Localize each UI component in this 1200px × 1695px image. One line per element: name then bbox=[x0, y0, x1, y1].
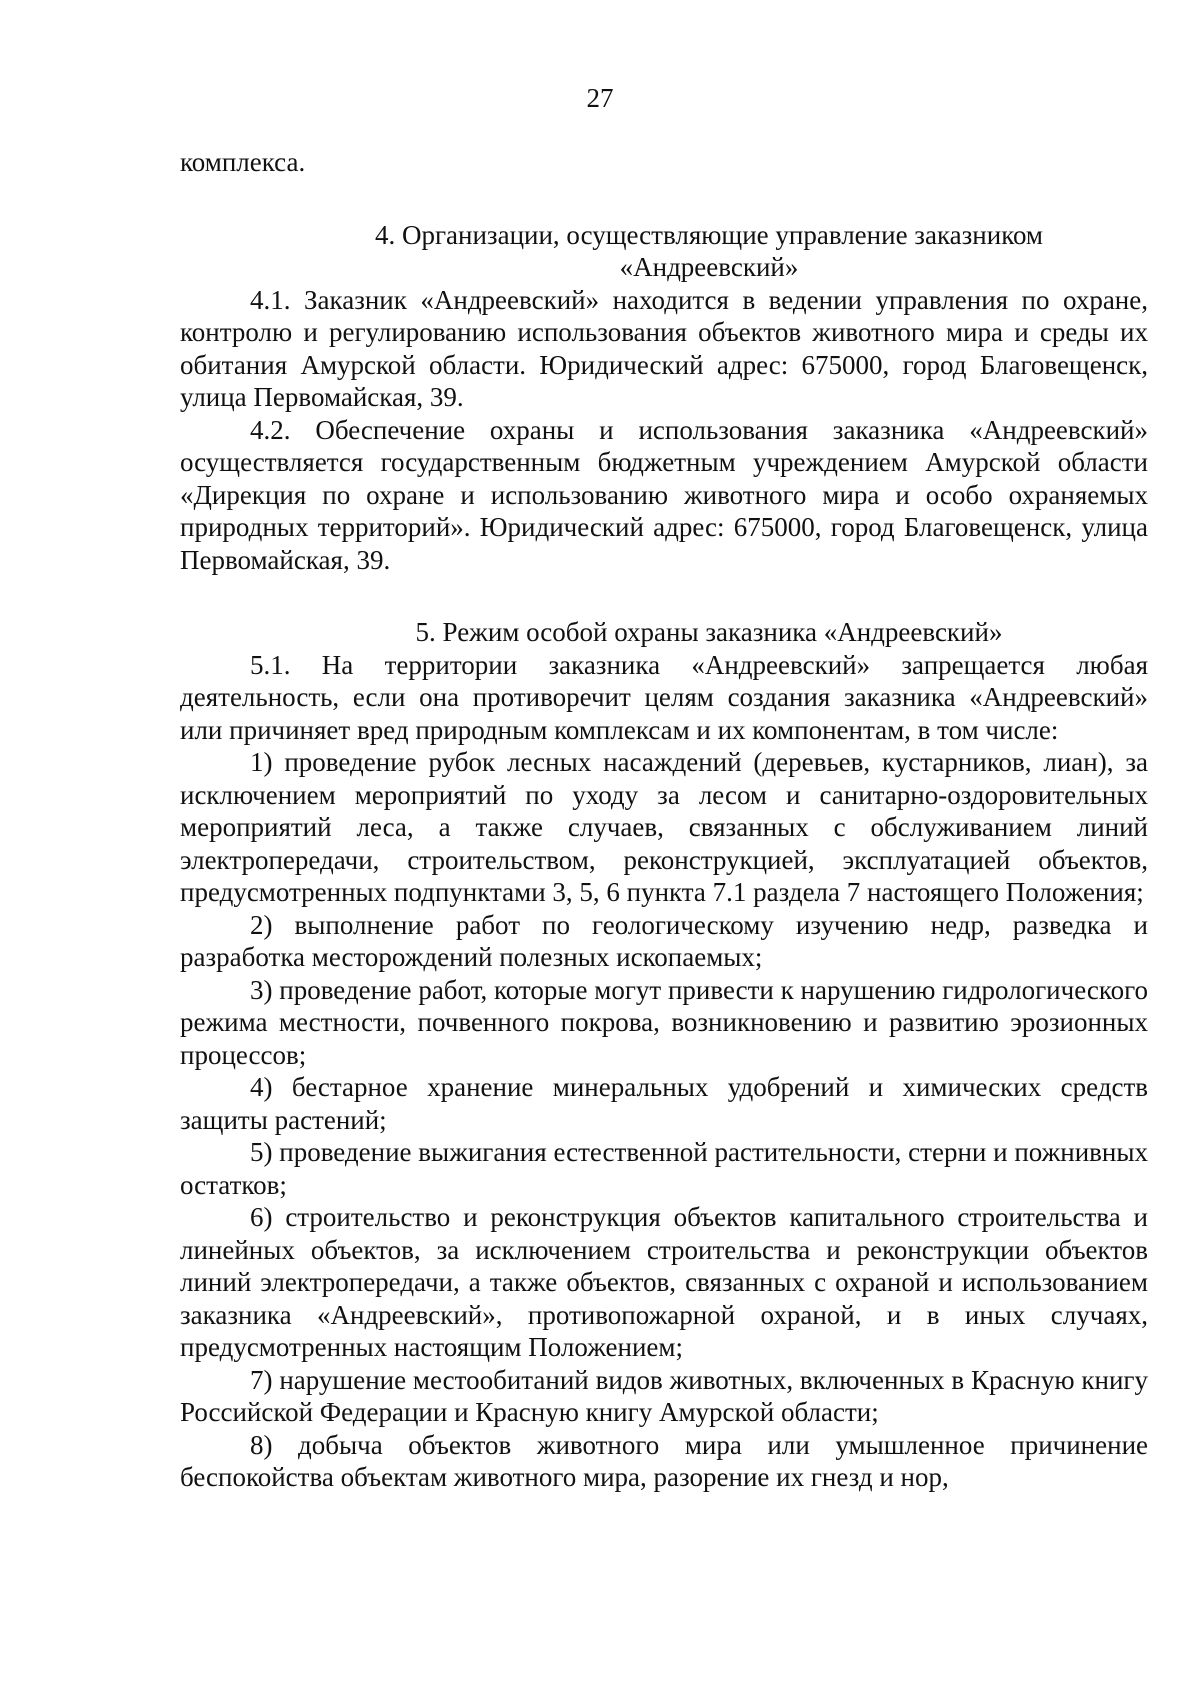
section-4-heading bbox=[180, 219, 1148, 284]
paragraph-5-1: 5.1. На территории заказника «Андреевский» запрещается любая деятельность, если она противоречит целям создания заказника «Андреевский» или причиняет вред природным комплексам и их компонентам, в том числе: bbox=[180, 649, 1148, 745]
list-item-8: 8) добыча объектов животного мира или умышленное причинение беспокойства объектам животного мира, разорение их гнезд и нор, bbox=[180, 1429, 1148, 1492]
paragraph-4-2: 4.2. Обеспечение охраны и использования заказника «Андреевский» осуществляется государственным бюджетным учреждением Амурской области «Дирекция по охране и использованию животного мира и особо охраняемых природных территорий». Юридический адрес: 675000, город Благовещенск, улица Первомайская, 39. bbox=[180, 414, 1148, 575]
paragraph-4-1: 4.1. Заказник «Андреевский» находится в ведении управления по охране, контролю и регулированию использования объектов животного мира и среды их обитания Амурской области. Юридический адрес: 675000, город Благовещенск, улица Первомайская, 39. bbox=[180, 284, 1148, 412]
section-4-title-line1: 4. Организации, осуществляющие управление заказником bbox=[374, 219, 1044, 250]
intro-fragment: комплекса. bbox=[180, 147, 306, 177]
list-item-5: 5) проведение выжигания естественной растительности, стерни и пожнивных остатков; bbox=[180, 1137, 1148, 1200]
list-item-3: 3) проведение работ, которые могут привести к нарушению гидрологического режима местности, почвенного покрова, возникновению и развитию эрозионных процессов; bbox=[180, 974, 1148, 1070]
list-item-6: 6) строительство и реконструкция объектов капитального строительства и линейных объектов, за исключением строительства и реконструкции объектов линий электропередачи, а также объектов, связанных с охраной и использованием заказника «Андреевский», противопожарной охраной, и в иных случаях, предусмотренных настоящим Положением; bbox=[180, 1202, 1148, 1362]
page-number: 27 bbox=[586, 83, 614, 113]
list-item-4: 4) бестарное хранение минеральных удобрений и химических средств защиты растений; bbox=[180, 1072, 1148, 1135]
section-5-heading: 5. Режим особой охраны заказника «Андреевский» bbox=[415, 617, 1003, 647]
list-item-1: 1) проведение рубок лесных насаждений (деревьев, кустарников, лиан), за исключением мероприятий по уходу за лесом и санитарно-оздоровительных мероприятий леса, а также случаев, связанных с обслуживанием линий электропередачи, строительством, реконструкцией, эксплуатацией объектов, предусмотренных подпунктами 3, 5, 6 пункта 7.1 раздела 7 настоящего Положения; bbox=[180, 747, 1148, 907]
list-item-2: 2) выполнение работ по геологическому изучению недр, разведка и разработка месторождений полезных ископаемых; bbox=[180, 909, 1148, 972]
list-item-7: 7) нарушение местообитаний видов животных, включенных в Красную книгу Российской Федерации и Красную книгу Амурской области; bbox=[180, 1364, 1148, 1427]
document-body bbox=[180, 146, 1148, 1494]
section-4-title-line2: «Андреевский» bbox=[619, 252, 799, 282]
